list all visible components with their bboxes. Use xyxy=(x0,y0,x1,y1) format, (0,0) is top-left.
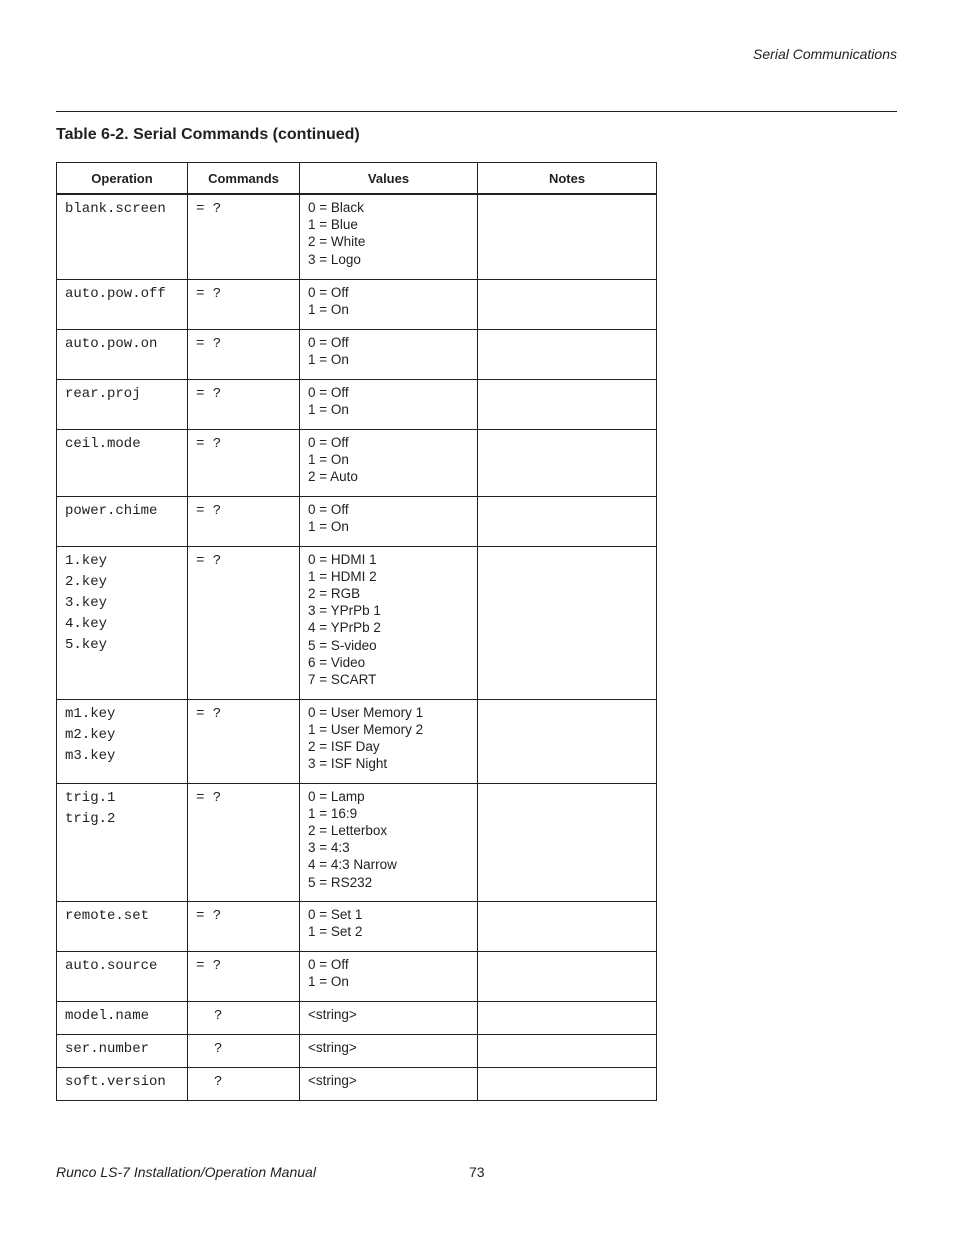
value-option: 0 = Off xyxy=(308,956,349,972)
command-cell xyxy=(188,1034,300,1067)
operation-name: auto.source xyxy=(65,957,158,974)
command-text: = ? xyxy=(196,335,222,352)
value-option: 4 = YPrPb 2 xyxy=(308,620,381,636)
notes-cell xyxy=(478,546,657,699)
command-cell xyxy=(188,1067,300,1100)
value-option: 1 = Set 2 xyxy=(308,923,363,939)
operation-cell xyxy=(57,429,188,496)
values-cell xyxy=(300,329,478,379)
operation-name: auto.pow.off xyxy=(65,285,166,302)
command-cell xyxy=(188,194,300,279)
serial-commands-table xyxy=(56,162,657,1101)
command-text: = ? xyxy=(196,285,222,302)
command-text: = ? xyxy=(196,705,222,722)
values-cell xyxy=(300,496,478,546)
operation-cell xyxy=(57,279,188,329)
operation-name: soft.version xyxy=(65,1073,166,1090)
value-option: 1 = HDMI 2 xyxy=(308,568,377,584)
operation-cell xyxy=(57,699,188,783)
operation-cell xyxy=(57,1034,188,1067)
operation-name: remote.set xyxy=(65,907,150,924)
operation-name: rear.proj xyxy=(65,385,141,402)
command-text: ? xyxy=(214,1040,223,1057)
command-cell xyxy=(188,496,300,546)
operation-name: model.name xyxy=(65,1007,150,1024)
notes-cell xyxy=(478,279,657,329)
values-cell xyxy=(300,1067,478,1100)
notes-cell xyxy=(478,379,657,429)
operation-name: trig.2 xyxy=(65,810,116,827)
values-cell xyxy=(300,1034,478,1067)
value-option: 1 = On xyxy=(308,351,349,367)
table-row xyxy=(57,329,657,379)
table-row xyxy=(57,194,657,279)
value-option: <string> xyxy=(308,1072,357,1088)
operation-cell xyxy=(57,329,188,379)
values-cell xyxy=(300,1001,478,1034)
value-option: 0 = Off xyxy=(308,434,349,450)
value-option: <string> xyxy=(308,1039,357,1055)
value-option: 3 = Logo xyxy=(308,251,361,267)
footer-manual-title: Runco LS-7 Installation/Operation Manual xyxy=(56,1164,316,1180)
operation-name: 1.key xyxy=(65,552,108,569)
table-caption: Table 6-2. Serial Commands (continued) xyxy=(56,126,360,143)
command-text: = ? xyxy=(196,789,222,806)
operation-cell xyxy=(57,379,188,429)
command-text: = ? xyxy=(196,385,222,402)
value-option: 1 = User Memory 2 xyxy=(308,721,424,737)
value-option: 0 = Off xyxy=(308,501,349,517)
value-option: <string> xyxy=(308,1006,357,1022)
operation-cell xyxy=(57,194,188,279)
operation-name: blank.screen xyxy=(65,201,166,217)
notes-cell xyxy=(478,1067,657,1100)
column-header-notes: Notes xyxy=(478,163,657,195)
operation-name: trig.1 xyxy=(65,789,116,806)
operation-cell xyxy=(57,783,188,901)
table-row xyxy=(57,901,657,951)
command-cell xyxy=(188,699,300,783)
value-option: 2 = White xyxy=(308,234,366,250)
operation-name: 3.key xyxy=(65,594,108,611)
table-body xyxy=(57,194,657,1100)
notes-cell xyxy=(478,1034,657,1067)
values-cell xyxy=(300,429,478,496)
table-header-row xyxy=(57,163,657,195)
operation-cell xyxy=(57,951,188,1001)
notes-cell xyxy=(478,699,657,783)
notes-cell xyxy=(478,951,657,1001)
value-option: 1 = 16:9 xyxy=(308,805,358,821)
value-option: 2 = Auto xyxy=(308,468,358,484)
command-text: = ? xyxy=(196,957,222,974)
notes-cell xyxy=(478,901,657,951)
value-option: 3 = 4:3 xyxy=(308,840,350,856)
table-row xyxy=(57,1001,657,1034)
command-cell xyxy=(188,279,300,329)
operation-name: m2.key xyxy=(65,726,116,743)
operation-name: 4.key xyxy=(65,615,108,632)
values-cell xyxy=(300,951,478,1001)
command-cell xyxy=(188,329,300,379)
value-option: 0 = Off xyxy=(308,284,349,300)
command-cell xyxy=(188,379,300,429)
value-option: 0 = Lamp xyxy=(308,788,365,804)
command-text: ? xyxy=(214,1073,223,1090)
command-cell xyxy=(188,951,300,1001)
value-option: 3 = YPrPb 1 xyxy=(308,603,381,619)
operation-cell xyxy=(57,901,188,951)
value-option: 0 = User Memory 1 xyxy=(308,704,424,720)
running-header: Serial Communications xyxy=(753,46,897,62)
notes-cell xyxy=(478,783,657,901)
value-option: 2 = ISF Day xyxy=(308,738,380,754)
value-option: 2 = Letterbox xyxy=(308,822,388,838)
table-row xyxy=(57,699,657,783)
command-text: ? xyxy=(214,1007,223,1024)
value-option: 1 = Blue xyxy=(308,217,358,233)
value-option: 3 = ISF Night xyxy=(308,756,388,772)
notes-cell xyxy=(478,496,657,546)
operation-name: m3.key xyxy=(65,747,116,764)
values-cell xyxy=(300,901,478,951)
table-row xyxy=(57,783,657,901)
values-cell xyxy=(300,546,478,699)
table-row xyxy=(57,1034,657,1067)
operation-name: power.chime xyxy=(65,502,158,519)
notes-cell xyxy=(478,329,657,379)
value-option: 0 = Black xyxy=(308,200,364,215)
value-option: 4 = 4:3 Narrow xyxy=(308,857,397,873)
command-cell xyxy=(188,901,300,951)
value-option: 5 = S-video xyxy=(308,637,377,653)
value-option: 0 = Off xyxy=(308,384,349,400)
command-text: = ? xyxy=(196,201,222,217)
column-header-operation: Operation xyxy=(57,163,188,195)
footer-page-number: 73 xyxy=(469,1164,485,1180)
operation-name: 2.key xyxy=(65,573,108,590)
operation-name: auto.pow.on xyxy=(65,335,158,352)
table-row xyxy=(57,496,657,546)
operation-name: ser.number xyxy=(65,1040,150,1057)
notes-cell xyxy=(478,1001,657,1034)
notes-cell xyxy=(478,194,657,279)
command-text: = ? xyxy=(196,502,222,519)
value-option: 0 = Off xyxy=(308,334,349,350)
value-option: 1 = On xyxy=(308,401,349,417)
notes-cell xyxy=(478,429,657,496)
command-cell xyxy=(188,429,300,496)
column-header-values: Values xyxy=(300,163,478,195)
table-row xyxy=(57,1067,657,1100)
operation-name: m1.key xyxy=(65,705,116,722)
operation-cell xyxy=(57,1001,188,1034)
command-cell xyxy=(188,546,300,699)
values-cell xyxy=(300,783,478,901)
table-row xyxy=(57,546,657,699)
operation-cell xyxy=(57,546,188,699)
command-text: = ? xyxy=(196,907,222,924)
command-cell xyxy=(188,1001,300,1034)
operation-cell xyxy=(57,1067,188,1100)
value-option: 2 = RGB xyxy=(308,585,361,601)
value-option: 1 = On xyxy=(308,301,349,317)
value-option: 0 = HDMI 1 xyxy=(308,551,377,567)
operation-name: ceil.mode xyxy=(65,435,141,452)
operation-name: 5.key xyxy=(65,636,108,653)
value-option: 5 = RS232 xyxy=(308,874,373,890)
values-cell xyxy=(300,699,478,783)
table-row xyxy=(57,429,657,496)
table-row xyxy=(57,379,657,429)
value-option: 0 = Set 1 xyxy=(308,906,363,922)
values-cell xyxy=(300,194,478,279)
value-option: 7 = SCART xyxy=(308,671,377,687)
value-option: 1 = On xyxy=(308,973,349,989)
values-cell xyxy=(300,379,478,429)
operation-cell xyxy=(57,496,188,546)
table-row xyxy=(57,951,657,1001)
value-option: 1 = On xyxy=(308,518,349,534)
table-row xyxy=(57,279,657,329)
command-text: = ? xyxy=(196,435,222,452)
command-cell xyxy=(188,783,300,901)
header-rule xyxy=(56,111,897,112)
values-cell xyxy=(300,279,478,329)
column-header-commands: Commands xyxy=(188,163,300,195)
value-option: 1 = On xyxy=(308,451,349,467)
value-option: 6 = Video xyxy=(308,654,366,670)
command-text: = ? xyxy=(196,552,222,569)
